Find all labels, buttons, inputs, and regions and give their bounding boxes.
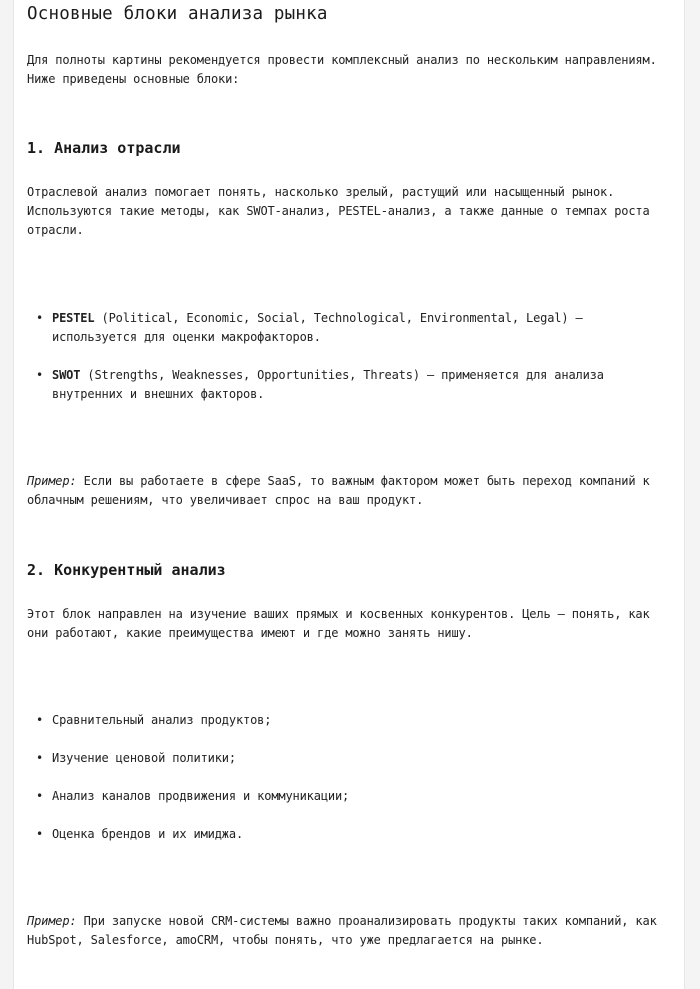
example-text: Если вы работаете в сфере SaaS, то важным фактором может быть переход компаний к облачным решениям, что увеличивает спрос на ваш продукт. (27, 474, 650, 507)
bullet-icon: • (36, 368, 44, 382)
methods-list (27, 309, 667, 423)
bullet-icon: • (36, 751, 44, 765)
example-label: Пример: (27, 914, 77, 928)
list-item-swot (27, 366, 667, 404)
example-text: При запуске новой CRM-системы важно проанализировать продукты таких компаний, как HubSpot, Salesforce, amoCRM, чтобы понять, что уже предлагается на рынке. (27, 914, 657, 947)
section-heading-industry: 1. Анализ отрасли (27, 139, 181, 157)
bullet-icon: • (36, 713, 44, 727)
list-item-text: Сравнительный анализ продуктов; (52, 713, 272, 727)
bullet-icon: • (36, 827, 44, 841)
list-item-pestel (27, 309, 667, 347)
competitors-example (27, 912, 667, 950)
document-page (13, 0, 685, 989)
bullet-icon: • (36, 789, 44, 803)
list-item (27, 825, 667, 844)
list-item (27, 787, 667, 806)
list-item-text: Изучение ценовой политики; (52, 751, 236, 765)
page-title: Основные блоки анализа рынка (27, 4, 328, 24)
intro-paragraph: Для полноты картины рекомендуется провести комплексный анализ по нескольким направлениям. Ниже приведены основные блоки: (27, 53, 657, 86)
list-item-text: (Strengths, Weaknesses, Opportunities, Threats) — применяется для анализа внутренних и внешних факторов. (52, 368, 604, 401)
industry-example (27, 472, 667, 510)
example-label: Пример: (27, 474, 77, 488)
competitors-list (27, 711, 667, 863)
list-item-text: Анализ каналов продвижения и коммуникации; (52, 789, 350, 803)
list-item-term: SWOT (52, 368, 81, 382)
section-heading-competitors: 2. Конкурентный анализ (27, 561, 226, 579)
industry-paragraph: Отраслевой анализ помогает понять, насколько зрелый, растущий или насыщенный рынок. Используются такие методы, как SWOT-анализ, PESTEL-анализ, а также данные о темпах роста отрасли. (27, 185, 650, 237)
bullet-icon: • (36, 311, 44, 325)
list-item-text: Оценка брендов и их имиджа. (52, 827, 244, 841)
list-item (27, 749, 667, 768)
list-item-text: (Political, Economic, Social, Technological, Environmental, Legal) — используется для оценки макрофакторов. (52, 311, 583, 344)
competitors-paragraph: Этот блок направлен на изучение ваших прямых и косвенных конкурентов. Цель — понять, как они работают, какие преимущества имеют и где можно занять нишу. (27, 607, 650, 640)
list-item (27, 711, 667, 730)
list-item-term: PESTEL (52, 311, 95, 325)
